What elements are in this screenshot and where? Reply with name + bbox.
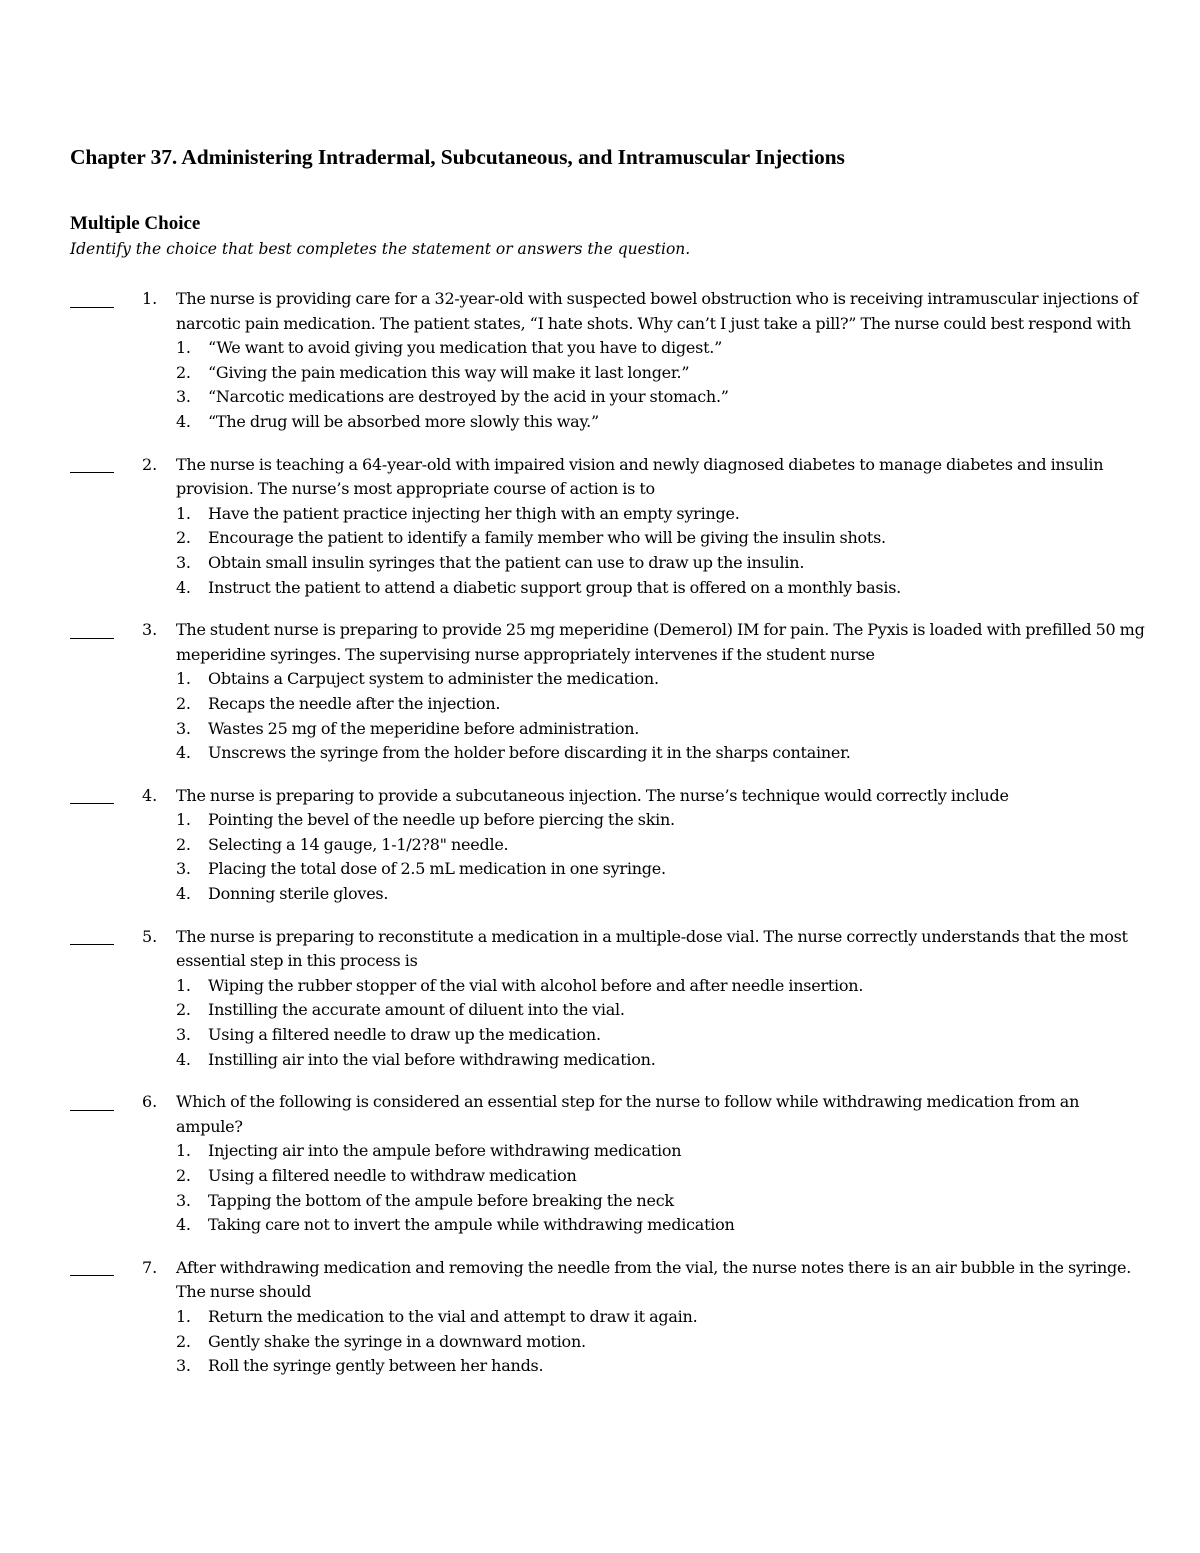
question-number: 3. (142, 620, 158, 640)
answer-options (70, 667, 1150, 765)
answer-option (176, 667, 1150, 692)
answer-blank[interactable] (70, 618, 114, 643)
answer-option (176, 410, 1150, 435)
answer-option (176, 1164, 1150, 1189)
question-item (70, 1256, 1150, 1379)
answer-option (176, 336, 1150, 361)
question-text: The nurse is preparing to provide a subcutaneous injection. The nurse’s technique would correctly include (176, 785, 1009, 805)
option-number: 1. (176, 503, 191, 523)
question-item (70, 1090, 1150, 1238)
question-text: After withdrawing medication and removing the needle from the vial, the nurse notes there is an air bubble in the syringe. The nurse should (176, 1257, 1132, 1302)
answer-option (176, 1213, 1150, 1238)
answer-blank[interactable] (70, 784, 114, 809)
option-text: Return the medication to the vial and attempt to draw it again. (208, 1306, 698, 1326)
question-number: 4. (142, 785, 158, 805)
answer-option (176, 502, 1150, 527)
option-number: 4. (176, 1049, 191, 1069)
option-number: 3. (176, 718, 191, 738)
option-number: 4. (176, 577, 191, 597)
answer-options (70, 502, 1150, 600)
option-number: 3. (176, 387, 191, 407)
option-text: Have the patient practice injecting her thigh with an empty syringe. (208, 503, 740, 523)
option-text: Using a filtered needle to draw up the medication. (208, 1025, 601, 1045)
answer-option (176, 833, 1150, 858)
option-text: “The drug will be absorbed more slowly this way.” (208, 411, 599, 431)
option-number: 4. (176, 1215, 191, 1235)
question-item (70, 287, 1150, 435)
question-text: The nurse is teaching a 64-year-old with impaired vision and newly diagnosed diabetes to manage diabetes and insulin provision. The nurse’s most appropriate course of action is to (176, 454, 1104, 499)
option-text: Donning sterile gloves. (208, 884, 389, 904)
option-number: 1. (176, 669, 191, 689)
option-number: 1. (176, 1306, 191, 1326)
answer-option (176, 385, 1150, 410)
option-text: Roll the syringe gently between her hands. (208, 1356, 544, 1376)
answer-option (176, 1189, 1150, 1214)
option-number: 4. (176, 743, 191, 763)
answer-option (176, 808, 1150, 833)
option-text: Instilling air into the vial before withdrawing medication. (208, 1049, 656, 1069)
option-text: Wiping the rubber stopper of the vial with alcohol before and after needle insertion. (208, 975, 864, 995)
question-item (70, 453, 1150, 601)
answer-options (70, 1139, 1150, 1237)
section-instructions: Identify the choice that best completes the statement or answers the question. (70, 240, 691, 258)
option-text: Recaps the needle after the injection. (208, 693, 501, 713)
option-number: 1. (176, 1141, 191, 1161)
option-text: Obtains a Carpuject system to administer the medication. (208, 669, 659, 689)
answer-option (176, 551, 1150, 576)
answer-option (176, 576, 1150, 601)
question-number: 1. (142, 289, 158, 308)
answer-option (176, 741, 1150, 766)
question-text: The nurse is preparing to reconstitute a medication in a multiple-dose vial. The nurse correctly understands that the most essential step in this process is (176, 926, 1128, 971)
option-text: Placing the total dose of 2.5 mL medication in one syringe. (208, 859, 666, 879)
answer-blank[interactable] (70, 1256, 114, 1281)
answer-options (70, 1305, 1150, 1379)
option-number: 1. (176, 975, 191, 995)
answer-option (176, 974, 1150, 999)
option-number: 2. (176, 1166, 191, 1185)
answer-blank[interactable] (70, 1090, 114, 1115)
option-text: Wastes 25 mg of the meperidine before administration. (208, 718, 640, 738)
answer-option (176, 998, 1150, 1023)
option-number: 3. (176, 1356, 191, 1376)
answer-option (176, 1023, 1150, 1048)
option-number: 2. (176, 362, 191, 382)
question-list (70, 287, 1150, 1397)
option-number: 2. (176, 1000, 191, 1020)
option-number: 3. (176, 552, 191, 572)
question-number: 5. (142, 926, 158, 946)
option-number: 4. (176, 884, 191, 904)
answer-option (176, 717, 1150, 742)
option-number: 2. (176, 834, 191, 854)
option-text: Using a filtered needle to withdraw medication (208, 1166, 577, 1185)
option-text: “Giving the pain medication this way will make it last longer.” (208, 362, 690, 382)
option-number: 2. (176, 528, 191, 548)
answer-option (176, 1330, 1150, 1355)
question-item (70, 784, 1150, 907)
option-number: 2. (176, 1331, 191, 1351)
option-number: 3. (176, 859, 191, 879)
page-title: Chapter 37. Administering Intradermal, Subcutaneous, and Intramuscular Injections (70, 145, 845, 169)
answer-options (70, 336, 1150, 434)
question-text: Which of the following is considered an essential step for the nurse to follow while withdrawing medication from an ampule? (176, 1092, 1080, 1136)
answer-option (176, 1048, 1150, 1073)
answer-option (176, 1305, 1150, 1330)
question-number: 7. (142, 1257, 158, 1277)
option-number: 3. (176, 1025, 191, 1045)
option-text: “We want to avoid giving you medication that you have to digest.” (208, 338, 723, 358)
answer-option (176, 1139, 1150, 1164)
answer-blank[interactable] (70, 453, 114, 478)
option-number: 4. (176, 411, 191, 431)
answer-options (70, 974, 1150, 1072)
option-text: Gently shake the syringe in a downward motion. (208, 1331, 586, 1351)
answer-option (176, 692, 1150, 717)
question-item (70, 618, 1150, 766)
answer-option (176, 361, 1150, 386)
answer-blank[interactable] (70, 925, 114, 950)
answer-option (176, 1354, 1150, 1379)
question-number: 2. (142, 454, 158, 474)
option-text: Taking care not to invert the ampule while withdrawing medication (208, 1215, 735, 1235)
option-text: Encourage the patient to identify a family member who will be giving the insulin shots. (208, 528, 886, 548)
option-text: Unscrews the syringe from the holder before discarding it in the sharps container. (208, 743, 851, 763)
question-number: 6. (142, 1092, 158, 1112)
answer-option (176, 526, 1150, 551)
answer-blank[interactable] (70, 287, 114, 312)
option-text: Selecting a 14 gauge, 1-1/2?8" needle. (208, 834, 509, 854)
question-text: The nurse is providing care for a 32-year-old with suspected bowel obstruction who is receiving intramuscular injections of narcotic pain medication. The patient states, “I hate shots. Why can’t I just take a pill?” The nurse could best respond with (176, 289, 1138, 333)
option-number: 1. (176, 338, 191, 358)
question-item (70, 925, 1150, 1073)
question-text: The student nurse is preparing to provide 25 mg meperidine (Demerol) IM for pain. The Pyxis is loaded with prefilled 50 mg meperidine syringes. The supervising nurse appropriately intervenes if the student nurse (176, 620, 1145, 664)
option-number: 1. (176, 810, 191, 830)
option-number: 3. (176, 1190, 191, 1210)
option-number: 2. (176, 693, 191, 713)
option-text: Obtain small insulin syringes that the patient can use to draw up the insulin. (208, 552, 805, 572)
option-text: “Narcotic medications are destroyed by the acid in your stomach.” (208, 387, 729, 407)
answer-options (70, 808, 1150, 906)
answer-option (176, 857, 1150, 882)
option-text: Instruct the patient to attend a diabetic support group that is offered on a monthly basis. (208, 577, 902, 597)
answer-option (176, 882, 1150, 907)
section-heading: Multiple Choice (70, 213, 201, 234)
option-text: Pointing the bevel of the needle up before piercing the skin. (208, 810, 675, 830)
option-text: Instilling the accurate amount of diluent into the vial. (208, 1000, 625, 1020)
option-text: Injecting air into the ampule before withdrawing medication (208, 1141, 682, 1161)
option-text: Tapping the bottom of the ampule before breaking the neck (208, 1190, 674, 1210)
